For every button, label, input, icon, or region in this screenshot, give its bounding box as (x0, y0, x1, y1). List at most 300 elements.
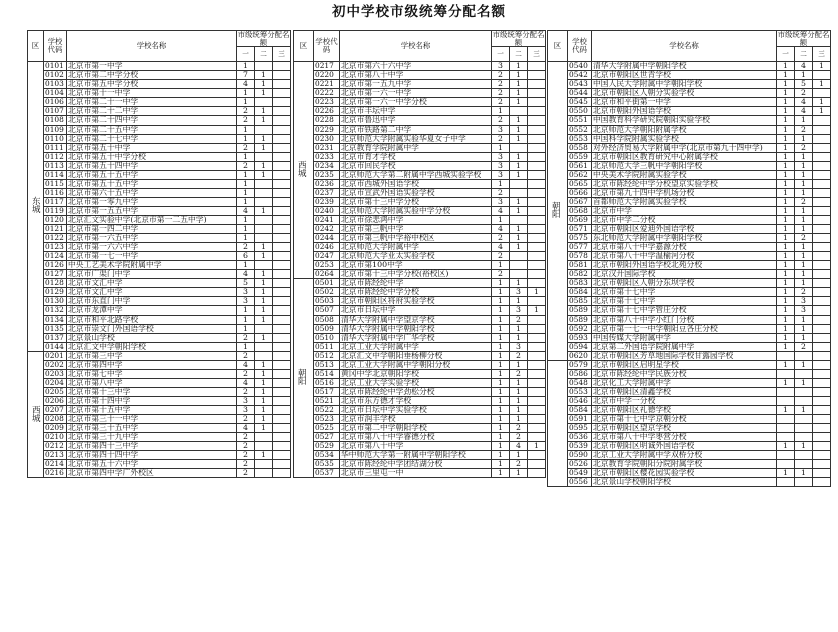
school-name-cell: 北京市第八十中学 (340, 71, 492, 80)
table-row (28, 378, 291, 387)
school-name-cell: 中国传媒大学附属中学 (592, 333, 777, 342)
code-cell: 0550 (568, 107, 592, 116)
quota-cell (528, 333, 546, 342)
quota-cell (813, 152, 831, 161)
table-row (294, 116, 546, 125)
code-cell: 0247 (314, 252, 340, 261)
quota-cell (813, 188, 831, 197)
quota-cell: 1 (795, 206, 813, 215)
code-cell: 0559 (568, 152, 592, 161)
quota-cell: 2 (237, 243, 255, 252)
quota-cell: 1 (795, 333, 813, 342)
code-cell: 0203 (44, 369, 67, 378)
quota-cell (813, 206, 831, 215)
quota-cell: 1 (492, 261, 510, 270)
code-cell: 0236 (314, 179, 340, 188)
quota-cell: 3 (795, 297, 813, 306)
code-cell: 0556 (568, 478, 592, 487)
quota-cell: 1 (255, 206, 273, 215)
quota-cell: 1 (795, 279, 813, 288)
school-name-cell: 北京市陈经纶中学团结湖分校 (340, 460, 492, 469)
school-name-cell: 北京市第一六五中学 (67, 234, 237, 243)
quota-cell: 1 (510, 152, 528, 161)
quota-cell: 3 (795, 306, 813, 315)
code-cell: 0233 (314, 152, 340, 161)
code-cell: 0208 (44, 415, 67, 424)
code-cell: 0246 (314, 243, 340, 252)
code-cell: 0110 (44, 134, 67, 143)
quota-cell: 1 (777, 342, 795, 351)
table-row (28, 342, 291, 351)
quota-cell (273, 197, 291, 206)
quota-cell (273, 378, 291, 387)
school-name-cell: 北京市朝阳区教育研究中心附属学校 (592, 152, 777, 161)
code-cell: 0534 (314, 451, 340, 460)
code-cell: 0123 (44, 243, 67, 252)
quota-cell (813, 460, 831, 469)
code-cell: 0116 (44, 188, 67, 197)
quota-cell: 1 (795, 188, 813, 197)
code-cell: 0562 (568, 170, 592, 179)
quota-cell: 1 (813, 80, 831, 89)
quota-cell (528, 179, 546, 188)
quota-cell (273, 170, 291, 179)
quota-cell (273, 424, 291, 433)
quota-cell (813, 116, 831, 125)
quota-cell (528, 270, 546, 279)
code-cell: 0223 (314, 98, 340, 107)
school-name-cell: 北京市西城外国语学校 (340, 179, 492, 188)
quota-cell: 2 (492, 80, 510, 89)
quota-cell: 1 (777, 324, 795, 333)
quota-cell: 1 (237, 234, 255, 243)
code-cell: 0119 (44, 206, 67, 215)
school-name-cell: 北京市朝阳区清鑫学校 (592, 387, 777, 396)
table-row (28, 62, 291, 71)
table-row (28, 161, 291, 170)
school-name-cell: 北京教育学院附属中学 (340, 143, 492, 152)
quota-cell: 1 (510, 134, 528, 143)
code-cell: 0508 (314, 315, 340, 324)
quota-cell (255, 215, 273, 224)
table-row (294, 315, 546, 324)
code-cell: 0578 (568, 252, 592, 261)
quota-cell: 2 (237, 433, 255, 442)
code-cell: 0135 (44, 324, 67, 333)
code-cell: 0586 (568, 369, 592, 378)
table-row (548, 161, 831, 170)
quota-cell: 1 (492, 333, 510, 342)
table-row (548, 288, 831, 297)
quota-cell: 1 (255, 415, 273, 424)
code-cell: 0205 (44, 387, 67, 396)
table-row (28, 107, 291, 116)
table-row (294, 342, 546, 351)
quota-cell (528, 125, 546, 134)
code-cell: 0126 (44, 261, 67, 270)
quota-cell (273, 125, 291, 134)
school-name-cell: 北京市和平街第一中学 (592, 98, 777, 107)
quota-cell: 1 (510, 324, 528, 333)
quota-cell (813, 179, 831, 188)
quota-cell: 1 (777, 225, 795, 234)
school-name-cell: 北京师范大学第二附属中学西城实验学校 (340, 170, 492, 179)
code-cell: 0529 (314, 442, 340, 451)
school-name-cell: 北京市第三帆中学裕中校区 (340, 234, 492, 243)
quota-cell: 1 (510, 71, 528, 80)
table-row (548, 351, 831, 360)
school-name-cell: 北京汇文中学朝阳垂杨柳分校 (340, 351, 492, 360)
code-cell: 0235 (314, 170, 340, 179)
school-name-cell: 北京市第二十四中学 (67, 116, 237, 125)
quota-cell: 1 (777, 98, 795, 107)
quota-cell: 1 (255, 107, 273, 116)
table-row (294, 179, 546, 188)
school-name-cell: 北京市第一五九中学 (340, 80, 492, 89)
quota-cell (813, 378, 831, 387)
table-row (28, 360, 291, 369)
code-cell: 0512 (314, 351, 340, 360)
district-cell: 朝阳 (294, 279, 314, 478)
quota-cell: 2 (510, 351, 528, 360)
header-sub: 一 (777, 47, 795, 62)
quota-cell (273, 442, 291, 451)
quota-cell: 1 (492, 342, 510, 351)
quota-cell (795, 424, 813, 433)
school-name-cell: 北京市第九十四中学机场分校 (592, 188, 777, 197)
school-name-cell: 北京师范大学亚太实验学校 (340, 252, 492, 261)
table-row (548, 315, 831, 324)
table-row (28, 333, 291, 342)
school-name-cell: 北京师范大学附属实验华夏女子中学 (340, 134, 492, 143)
code-cell: 0107 (44, 107, 67, 116)
school-name-cell: 北京市东直门中学 (67, 297, 237, 306)
code-cell: 0108 (44, 116, 67, 125)
quota-cell: 1 (237, 179, 255, 188)
quota-cell: 1 (510, 451, 528, 460)
table-row (28, 143, 291, 152)
table-row (28, 234, 291, 243)
school-name-cell: 北京市陈经纶中学民族分校 (592, 369, 777, 378)
quota-cell: 1 (255, 396, 273, 405)
quota-cell (813, 433, 831, 442)
school-name-cell: 北京市第六十五中学 (67, 188, 237, 197)
quota-cell: 2 (510, 369, 528, 378)
school-name-cell: 北京教育学院朝阳分院附属学校 (592, 460, 777, 469)
quota-cell (528, 116, 546, 125)
code-cell: 0539 (568, 442, 592, 451)
code-cell: 0509 (314, 324, 340, 333)
code-cell: 0567 (568, 197, 592, 206)
table-row (548, 62, 831, 71)
quota-cell: 1 (510, 116, 528, 125)
school-name-cell: 北京市第五十五中学 (67, 179, 237, 188)
school-name-cell: 北京市第五中学分校 (67, 80, 237, 89)
code-cell: 0595 (568, 424, 592, 433)
code-cell: 0593 (568, 333, 592, 342)
quota-cell: 2 (237, 116, 255, 125)
table-row (548, 279, 831, 288)
quota-cell: 1 (237, 89, 255, 98)
quota-cell: 1 (777, 125, 795, 134)
code-cell: 0242 (314, 225, 340, 234)
quota-cell (528, 161, 546, 170)
quota-cell: 1 (255, 279, 273, 288)
code-cell: 0548 (568, 378, 592, 387)
quota-cell: 2 (237, 442, 255, 451)
school-name-cell: 北京市朝阳区世青学校 (592, 71, 777, 80)
quota-cell (273, 261, 291, 270)
header-sub: 二 (795, 47, 813, 62)
table-row (28, 71, 291, 80)
quota-cell (528, 170, 546, 179)
quota-cell (813, 387, 831, 396)
quota-cell (528, 215, 546, 224)
quota-cell: 1 (237, 342, 255, 351)
school-name-cell: 北京市陈经纶中学 (340, 279, 492, 288)
quota-cell (510, 179, 528, 188)
code-cell: 0127 (44, 270, 67, 279)
table-row (294, 152, 546, 161)
header-quota: 市级统筹分配名额 (237, 30, 290, 47)
quota-cell: 3 (237, 288, 255, 297)
quota-cell: 1 (237, 134, 255, 143)
code-cell: 0115 (44, 179, 67, 188)
school-name-cell: 北京市朝阳区爱迪外国语学校 (592, 225, 777, 234)
code-cell: 0206 (44, 396, 67, 405)
quota-cell (273, 469, 291, 478)
quota-cell (813, 197, 831, 206)
quota-cell: 1 (777, 234, 795, 243)
quota-cell (813, 369, 831, 378)
quota-cell (273, 188, 291, 197)
header-quota: 市级统筹分配名额 (777, 30, 830, 47)
header-district: 区 (548, 31, 568, 62)
quota-cell: 1 (777, 170, 795, 179)
code-cell: 0565 (568, 179, 592, 188)
table-row (294, 125, 546, 134)
code-cell: 0264 (314, 270, 340, 279)
quota-cell: 2 (237, 387, 255, 396)
table-row (28, 215, 291, 224)
school-name-cell: 北京市朝阳区礼德学校 (592, 405, 777, 414)
table-row (294, 369, 546, 378)
quota-cell (777, 387, 795, 396)
school-name-cell: 北京市第一五五中学 (67, 206, 237, 215)
quota-cell (273, 89, 291, 98)
school-name-cell: 北京市中学一分校 (592, 396, 777, 405)
code-cell: 0229 (314, 125, 340, 134)
quota-cell: 1 (510, 469, 528, 478)
quota-cell (813, 161, 831, 170)
quota-cell (273, 161, 291, 170)
quota-cell: 2 (237, 369, 255, 378)
quota-cell (255, 351, 273, 360)
quota-cell: 1 (492, 415, 510, 424)
table-row (294, 324, 546, 333)
quota-cell (255, 225, 273, 234)
quota-cell: 1 (255, 161, 273, 170)
quota-cell: 1 (795, 116, 813, 125)
school-name-cell: 中国科学院附属实验学校 (592, 134, 777, 143)
quota-cell: 1 (795, 252, 813, 261)
school-name-cell: 北京市第三中学 (67, 351, 237, 360)
quota-cell (273, 134, 291, 143)
quota-cell: 1 (777, 378, 795, 387)
quota-cell: 1 (510, 234, 528, 243)
school-name-cell: 北京市第三帆中学 (340, 225, 492, 234)
quota-cell (273, 279, 291, 288)
code-cell: 0568 (568, 206, 592, 215)
quota-cell (273, 460, 291, 469)
school-name-cell: 北京市宣武外国语实验学校 (340, 188, 492, 197)
quota-cell (273, 451, 291, 460)
school-name-cell: 北京汉开国际学校 (592, 270, 777, 279)
code-cell: 0585 (568, 297, 592, 306)
quota-cell: 1 (255, 170, 273, 179)
quota-cell: 1 (528, 306, 546, 315)
code-cell: 0594 (568, 342, 592, 351)
quota-cell: 2 (492, 71, 510, 80)
school-name-cell: 北京市东方德才学校 (340, 396, 492, 405)
table-row (548, 369, 831, 378)
quota-cell: 3 (492, 152, 510, 161)
quota-cell: 1 (777, 179, 795, 188)
quota-cell: 1 (777, 405, 795, 414)
quota-cell: 1 (795, 378, 813, 387)
table-row (28, 369, 291, 378)
school-name-cell: 北京市第四中学 (67, 360, 237, 369)
school-name-cell: 中央美术学院附属实验学校 (592, 170, 777, 179)
district-cell (548, 360, 568, 487)
quota-cell: 1 (510, 396, 528, 405)
quota-cell: 1 (510, 225, 528, 234)
quota-cell: 3 (510, 306, 528, 315)
header-sub: 二 (255, 47, 273, 62)
code-cell: 0134 (44, 315, 67, 324)
header-name: 学校名称 (340, 31, 492, 62)
quota-cell (273, 333, 291, 342)
quota-cell (528, 469, 546, 478)
quota-cell: 1 (492, 396, 510, 405)
school-name-cell: 北京市第二十二中学 (67, 107, 237, 116)
code-cell: 0128 (44, 279, 67, 288)
code-cell: 0234 (314, 161, 340, 170)
quota-cell (528, 225, 546, 234)
table-row (28, 415, 291, 424)
quota-cell: 1 (255, 369, 273, 378)
code-cell: 0514 (314, 369, 340, 378)
quota-cell: 4 (237, 424, 255, 433)
quota-cell: 1 (510, 387, 528, 396)
quota-cell (528, 460, 546, 469)
quota-cell: 1 (795, 170, 813, 179)
code-cell: 0209 (44, 424, 67, 433)
table-row (28, 306, 291, 315)
quota-cell (813, 442, 831, 451)
school-name-cell: 北京化工大学附属中学 (592, 378, 777, 387)
school-name-cell: 北京市第一零九中学 (67, 197, 237, 206)
table-row (548, 424, 831, 433)
quota-cell: 1 (528, 442, 546, 451)
table-row (28, 315, 291, 324)
quota-cell: 1 (255, 387, 273, 396)
quota-cell (813, 125, 831, 134)
quota-cell: 3 (492, 161, 510, 170)
code-cell: 0503 (314, 297, 340, 306)
quota-cell: 1 (510, 89, 528, 98)
code-cell: 0101 (44, 62, 67, 71)
quota-cell: 1 (777, 288, 795, 297)
quota-cell: 1 (777, 143, 795, 152)
quota-cell (273, 107, 291, 116)
quota-cell: 1 (777, 252, 795, 261)
quota-cell: 1 (795, 225, 813, 234)
quota-cell: 1 (237, 125, 255, 134)
quota-cell (273, 243, 291, 252)
quota-cell: 1 (528, 288, 546, 297)
quota-cell: 1 (795, 315, 813, 324)
quota-cell: 2 (492, 270, 510, 279)
quota-cell: 1 (795, 243, 813, 252)
header-code: 学校代码 (314, 31, 340, 62)
school-name-cell: 北京市第八十中学嘉源分校 (592, 243, 777, 252)
quota-cell (528, 324, 546, 333)
quota-cell (273, 351, 291, 360)
code-cell: 0542 (568, 71, 592, 80)
school-name-cell: 北京市第十三中学 (67, 387, 237, 396)
table-row (548, 143, 831, 152)
quota-cell (528, 424, 546, 433)
quota-cell: 1 (777, 333, 795, 342)
school-name-cell: 北京市第十七中学京朝分校 (592, 415, 777, 424)
table-row (294, 143, 546, 152)
quota-cell (813, 424, 831, 433)
school-name-cell: 北京市陈经纶中学分校望京实验学校 (592, 179, 777, 188)
quota-cell: 1 (510, 279, 528, 288)
quota-cell (528, 451, 546, 460)
district-cell: 西城 (28, 351, 44, 478)
quota-cell (813, 243, 831, 252)
code-cell: 0113 (44, 161, 67, 170)
quota-cell: 1 (813, 62, 831, 71)
table-row (548, 342, 831, 351)
school-name-cell: 北京市第100中学 (340, 261, 492, 270)
quota-cell: 1 (492, 107, 510, 116)
quota-cell: 4 (510, 442, 528, 451)
page-title: 初中学校市级统筹分配名额 (332, 4, 506, 20)
quota-cell: 4 (237, 80, 255, 89)
school-name-cell: 北京市文汇中学 (67, 279, 237, 288)
quota-cell: 1 (255, 424, 273, 433)
quota-cell (777, 451, 795, 460)
quota-cell: 1 (237, 306, 255, 315)
school-name-cell: 北京市第六十六中学 (340, 62, 492, 71)
code-cell: 0122 (44, 234, 67, 243)
header-row (28, 31, 291, 47)
quota-cell: 3 (237, 297, 255, 306)
school-name-cell: 黄冈中学北京朝阳学校 (340, 369, 492, 378)
quota-cell: 2 (237, 107, 255, 116)
table-row (28, 442, 291, 451)
school-name-cell: 北京市第十四中学 (67, 396, 237, 405)
school-name-cell: 北京市第五十中学分校 (67, 152, 237, 161)
school-name-cell: 首都师范大学附属实验学校 (592, 197, 777, 206)
quota-cell: 4 (237, 270, 255, 279)
table-row (28, 80, 291, 89)
quota-cell (273, 215, 291, 224)
quota-cell: 1 (777, 360, 795, 369)
